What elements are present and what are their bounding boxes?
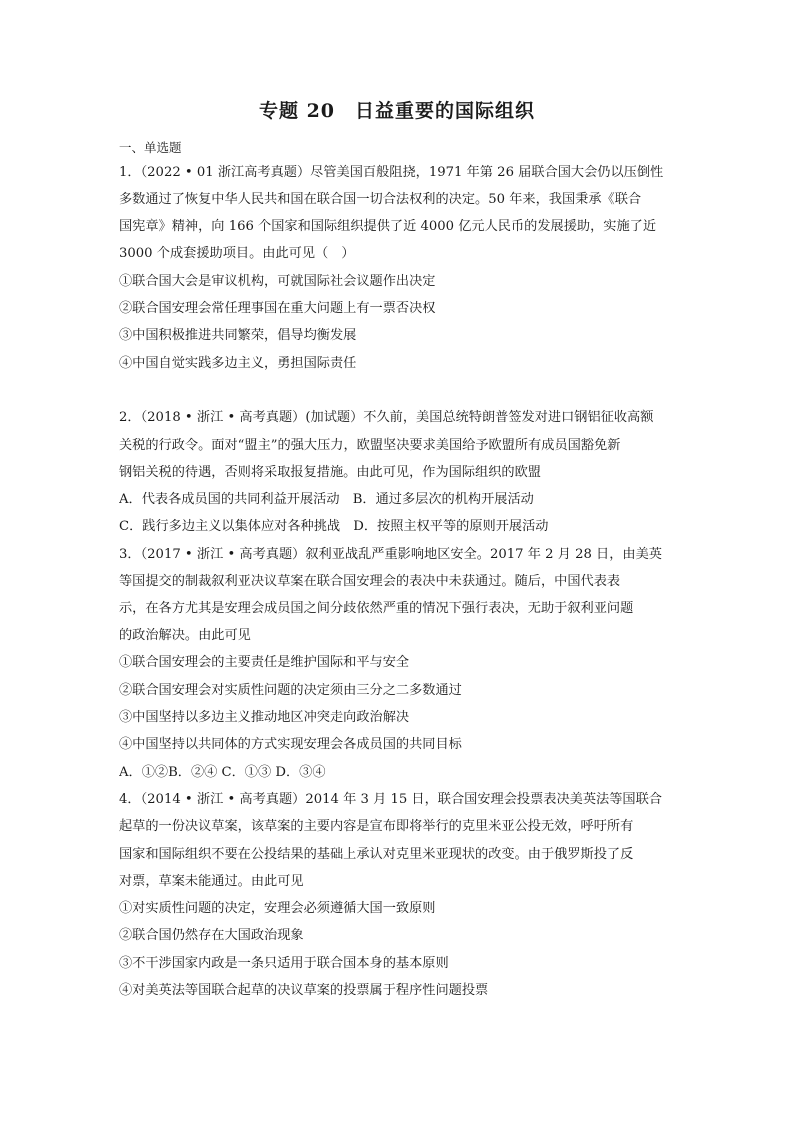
q1-item: ④中国自觉实践多边主义，勇担国际责任 — [119, 356, 357, 371]
q2-stem-line: 关税的行政令。面对“盟主”的强大压力，欧盟坚决要求美国给予欧盟所有成员国豁免新 — [119, 438, 621, 453]
q4-item: ①对实质性问题的决定，安理会必须遵循大国一致原则 — [119, 901, 436, 916]
q3-item: ③中国坚持以多边主义推动地区冲突走向政治解决 — [119, 710, 410, 725]
q3-item: ④中国坚持以共同体的方式实现安理会各成员国的共同目标 — [119, 737, 462, 752]
q4-item: ④对美英法等国联合起草的决议草案的投票属于程序性问题投票 — [119, 983, 489, 998]
q3-item: ①联合国安理会的主要责任是维护国际和平与安全 — [119, 655, 410, 670]
q4-item: ②联合国仍然存在大国政治现象 — [119, 928, 304, 943]
q4-stem-line: 起草的一份决议草案，该草案的主要内容是宣布即将举行的克里米亚公投无效，呼吁所有 — [119, 819, 634, 834]
q1-stem-line: 3000 个成套援助项目。由此可见（ ） — [119, 246, 355, 261]
q1-item: ②联合国安理会常任理事国在重大问题上有一票否决权 — [119, 301, 436, 316]
q2-stem-line: 2．（2018 • 浙江 • 高考真题）(加试题）不久前，美国总统特朗普签发对进口钢铝征收高额 — [119, 410, 654, 425]
q2-options-ab: A．代表各成员国的共同利益开展活动 B．通过多层次的机构开展活动 — [119, 492, 534, 507]
q3-stem-line: 的政治解决。由此可见 — [119, 628, 251, 643]
q4-stem-line: 4．（2014 • 浙江 • 高考真题）2014 年 3 月 15 日，联合国安理会投票表决美英法等国联合 — [119, 792, 662, 807]
q3-item: ②联合国安理会对实质性问题的决定须由三分之二多数通过 — [119, 683, 462, 698]
section-heading: 一、单选题 — [119, 140, 182, 155]
q1-item: ③中国积极推进共同繁荣，倡导均衡发展 — [119, 328, 357, 343]
q1-stem-line: 多数通过了恢复中华人民共和国在联合国一切合法权利的决定。50 年来，我国秉承《联合 — [119, 192, 642, 207]
q3-options: A．①②B．②④ C．①③ D．③④ — [119, 765, 326, 780]
q3-stem-line: 示，在各方尤其是安理会成员国之间分歧依然严重的情况下强行表决，无助于叙利亚问题 — [119, 601, 634, 616]
q2-stem-line: 钢铝关税的待遇，否则将采取报复措施。由此可见，作为国际组织的欧盟 — [119, 465, 541, 480]
q1-stem-line: 1．（2022 • 01 浙江高考真题）尽管美国百般阻挠，1971 年第 26 届联合国大会仍以压倒性 — [119, 165, 664, 180]
q1-item: ①联合国大会是审议机构，可就国际社会议题作出决定 — [119, 274, 436, 289]
q4-stem-line: 国家和国际组织不要在公投结果的基础上承认对克里米亚现状的改变。由于俄罗斯投了反 — [119, 847, 634, 862]
q4-item: ③不干涉国家内政是一条只适用于联合国本身的基本原则 — [119, 956, 449, 971]
q2-options-cd: C．践行多边主义以集体应对各种挑战 D．按照主权平等的原则开展活动 — [119, 519, 549, 534]
q3-stem-line: 3．（2017 • 浙江 • 高考真题）叙利亚战乱严重影响地区安全。2017 年 2 月 28 日，由美英 — [119, 547, 662, 562]
q4-stem-line: 对票，草案未能通过。由此可见 — [119, 874, 304, 889]
q3-stem-line: 等国提交的制裁叙利亚决议草案在联合国安理会的表决中未获通过。随后，中国代表表 — [119, 574, 621, 589]
q1-stem-line: 国宪章》精神，向 166 个国家和国际组织提供了近 4000 亿元人民币的发展援助，实施了近 — [119, 219, 657, 234]
page-title: 专题 20 日益重要的国际组织 — [258, 100, 536, 122]
